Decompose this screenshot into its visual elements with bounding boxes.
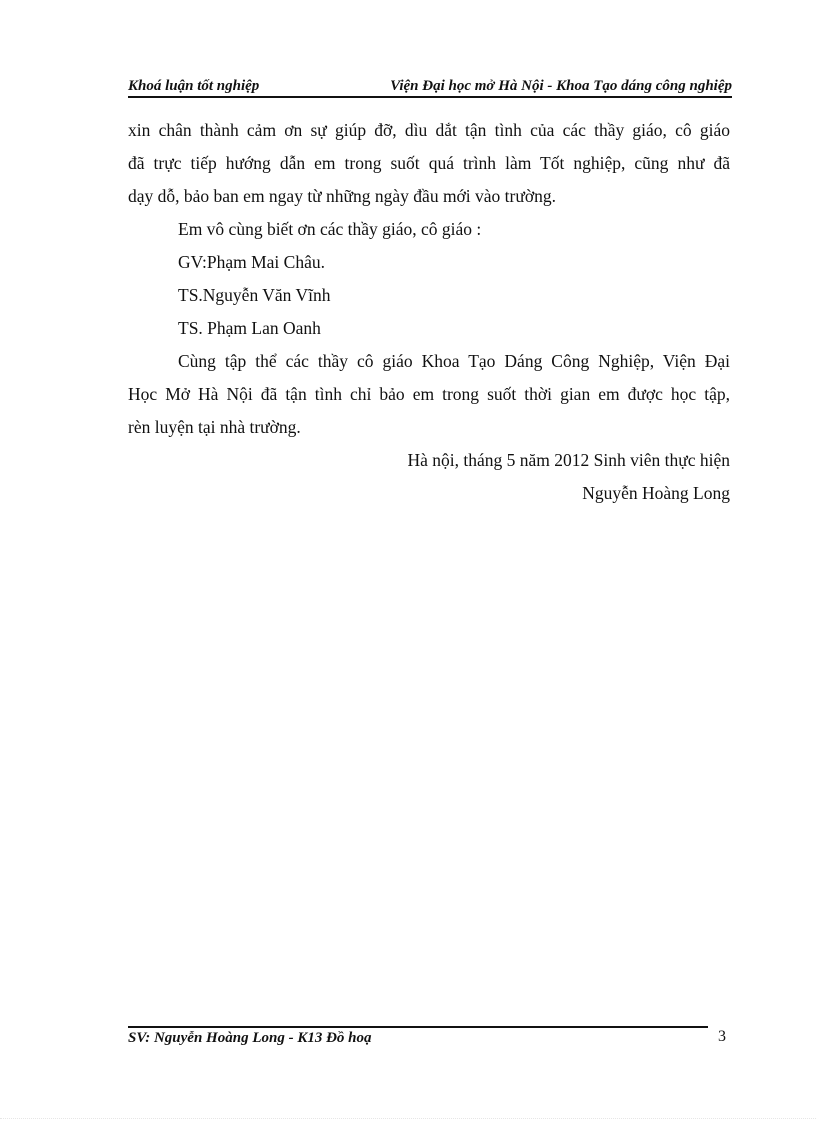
header-right-title: Viện Đại học mở Hà Nội - Khoa Tạo dáng công nghiệp: [390, 78, 732, 94]
signature-name: Nguyễn Hoàng Long: [582, 483, 730, 503]
paragraph-line: Cùng tập thể các thầy cô giáo Khoa Tạo Dáng Công Nghiệp, Viện Đại: [178, 351, 730, 371]
paragraph-line: dạy dỗ, bảo ban em ngay từ những ngày đầu mới vào trường.: [128, 186, 556, 206]
paragraph-line: Học Mở Hà Nội đã tận tình chỉ bảo em trong suốt thời gian em được học tập,: [128, 384, 730, 404]
page-header: [128, 76, 732, 98]
teacher-name: TS. Phạm Lan Oanh: [178, 318, 321, 338]
footer-rule: [128, 1026, 708, 1028]
paragraph-line: rèn luyện tại nhà trường.: [128, 417, 301, 437]
teacher-name: GV:Phạm Mai Châu.: [178, 252, 325, 272]
footer-author: SV: Nguyễn Hoàng Long - K13 Đồ hoạ: [128, 1030, 372, 1046]
paragraph-line: Em vô cùng biết ơn các thầy giáo, cô giáo :: [178, 219, 482, 239]
document-body: [128, 114, 730, 510]
header-left-title: Khoá luận tốt nghiệp: [128, 78, 260, 94]
page-bottom-divider: [0, 1118, 816, 1119]
paragraph-line: đã trực tiếp hướng dẫn em trong suốt quá trình làm Tốt nghiệp, cũng như đã: [128, 153, 730, 173]
teacher-name: TS.Nguyễn Văn Vĩnh: [178, 285, 331, 305]
signature-date-line: Hà nội, tháng 5 năm 2012 Sinh viên thực hiện: [407, 450, 730, 470]
paragraph-line: xin chân thành cảm ơn sự giúp đỡ, dìu dắt tận tình của các thầy giáo, cô giáo: [128, 120, 730, 140]
page-number: 3: [718, 1028, 726, 1045]
